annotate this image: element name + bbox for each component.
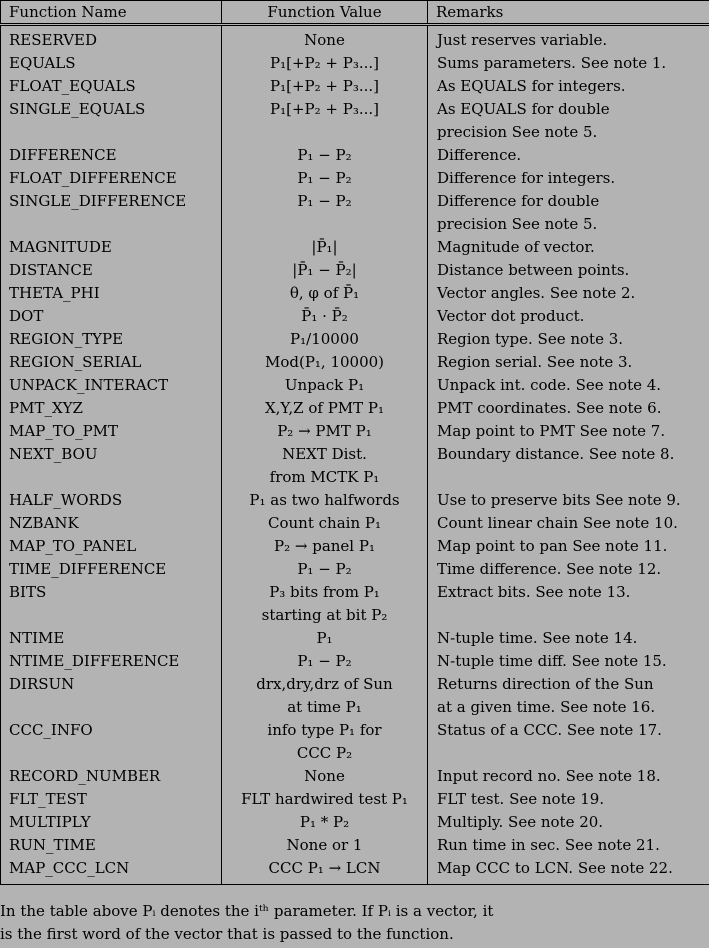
function-value-line: P₁ − P₂ bbox=[297, 169, 352, 187]
function-name-cell: TIME_DIFFERENCE bbox=[1, 558, 222, 581]
function-value-cell bbox=[222, 673, 428, 719]
function-name-cell: UNPACK_INTERACT bbox=[1, 374, 222, 397]
table-row bbox=[1, 305, 709, 328]
function-value-cell bbox=[222, 167, 428, 190]
table-row bbox=[1, 328, 709, 351]
function-value-line: P₂ → PMT P₁ bbox=[277, 422, 372, 440]
remarks-line: N-tuple time diff. See note 15. bbox=[437, 652, 667, 670]
remarks-line: N-tuple time. See note 14. bbox=[437, 629, 638, 647]
table-row bbox=[1, 535, 709, 558]
function-name-cell: REGION_SERIAL bbox=[1, 351, 222, 374]
function-value-line: info type P₁ for bbox=[267, 721, 382, 739]
table-row bbox=[1, 443, 709, 489]
remarks-cell bbox=[428, 305, 709, 328]
function-name-cell: THETA_PHI bbox=[1, 282, 222, 305]
function-value-line: starting at bit P₂ bbox=[261, 606, 388, 624]
remarks-line: Sums parameters. See note 1. bbox=[437, 54, 667, 72]
table-row bbox=[1, 489, 709, 512]
function-value-line: P₂ → panel P₁ bbox=[274, 537, 375, 555]
function-value-cell bbox=[222, 374, 428, 397]
remarks-line: Time difference. See note 12. bbox=[437, 560, 662, 578]
function-value-cell bbox=[222, 25, 428, 53]
function-value-cell bbox=[222, 857, 428, 885]
table-row bbox=[1, 236, 709, 259]
footnote-line-2: is the first word of the vector that is passed to the function. bbox=[0, 925, 454, 943]
function-value-line: P₁ − P₂ bbox=[297, 560, 352, 578]
remarks-line: Extract bits. See note 13. bbox=[437, 583, 631, 601]
remarks-line: precision See note 5. bbox=[437, 215, 598, 233]
table-row bbox=[1, 512, 709, 535]
function-value-line: Count chain P₁ bbox=[268, 514, 381, 532]
function-value-cell bbox=[222, 75, 428, 98]
table-row bbox=[1, 719, 709, 765]
function-name-cell: RECORD_NUMBER bbox=[1, 765, 222, 788]
function-name-cell: SINGLE_EQUALS bbox=[1, 98, 222, 144]
function-value-cell bbox=[222, 581, 428, 627]
function-value-cell bbox=[222, 489, 428, 512]
footnote bbox=[0, 900, 709, 946]
function-value-cell bbox=[222, 834, 428, 857]
function-name-cell: NTIME_DIFFERENCE bbox=[1, 650, 222, 673]
function-value-line: Unpack P₁ bbox=[284, 376, 365, 394]
function-value-cell bbox=[222, 627, 428, 650]
remarks-line: Just reserves variable. bbox=[437, 31, 608, 49]
function-name-cell: CCC_INFO bbox=[1, 719, 222, 765]
remarks-line: Input record no. See note 18. bbox=[437, 767, 661, 785]
function-value-line: X,Y,Z of PMT P₁ bbox=[264, 399, 385, 417]
remarks-cell bbox=[428, 167, 709, 190]
function-value-line: FLT hardwired test P₁ bbox=[241, 790, 408, 808]
function-name-cell: DIRSUN bbox=[1, 673, 222, 719]
function-value-line: Mod(P₁, 10000) bbox=[264, 353, 385, 371]
remarks-line: precision See note 5. bbox=[437, 123, 598, 141]
remarks-cell bbox=[428, 581, 709, 627]
function-name-cell: MULTIPLY bbox=[1, 811, 222, 834]
table-row bbox=[1, 650, 709, 673]
remarks-line: PMT coordinates. See note 6. bbox=[437, 399, 662, 417]
function-value-line: CCC P₁ → LCN bbox=[268, 859, 381, 877]
function-name-cell: NZBANK bbox=[1, 512, 222, 535]
remarks-line: Distance between points. bbox=[437, 261, 630, 279]
function-value-line: None bbox=[304, 31, 345, 49]
function-name-cell: SINGLE_DIFFERENCE bbox=[1, 190, 222, 236]
table-header-row bbox=[1, 1, 709, 25]
function-value-cell bbox=[222, 236, 428, 259]
table-row bbox=[1, 673, 709, 719]
remarks-line: Status of a CCC. See note 17. bbox=[437, 721, 662, 739]
function-value-line: θ, φ of P̄₁ bbox=[289, 284, 360, 302]
function-value-line: P₁ bbox=[316, 629, 333, 647]
remarks-cell bbox=[428, 834, 709, 857]
remarks-line: Map point to PMT See note 7. bbox=[437, 422, 666, 440]
table-body bbox=[1, 25, 709, 885]
function-value-line: None or 1 bbox=[286, 836, 363, 854]
remarks-line: Returns direction of the Sun bbox=[437, 675, 654, 693]
function-value-cell bbox=[222, 259, 428, 282]
remarks-cell bbox=[428, 236, 709, 259]
table-row bbox=[1, 374, 709, 397]
function-name-cell: FLOAT_EQUALS bbox=[1, 75, 222, 98]
table-row bbox=[1, 52, 709, 75]
remarks-line: As EQUALS for integers. bbox=[437, 77, 626, 95]
function-value-line: P₁[+P₂ + P₃...] bbox=[270, 54, 379, 72]
function-value-cell bbox=[222, 190, 428, 236]
remarks-cell bbox=[428, 857, 709, 885]
function-value-line: |P̄₁ − P̄₂| bbox=[292, 261, 357, 279]
function-value-cell bbox=[222, 305, 428, 328]
footnote-line-1: In the table above Pᵢ denotes the iᵗʰ parameter. If Pᵢ is a vector, it bbox=[0, 902, 494, 920]
function-value-line: P₁/10000 bbox=[290, 330, 359, 348]
function-value-cell bbox=[222, 558, 428, 581]
header-function-name: Function Name bbox=[1, 1, 222, 25]
remarks-cell bbox=[428, 397, 709, 420]
function-value-cell bbox=[222, 512, 428, 535]
table-row bbox=[1, 25, 709, 53]
remarks-cell bbox=[428, 788, 709, 811]
remarks-line: Map CCC to LCN. See note 22. bbox=[437, 859, 673, 877]
remarks-cell bbox=[428, 512, 709, 535]
function-name-cell: MAP_TO_PMT bbox=[1, 420, 222, 443]
function-name-cell: REGION_TYPE bbox=[1, 328, 222, 351]
function-value-cell bbox=[222, 52, 428, 75]
remarks-line: Difference. bbox=[437, 146, 522, 164]
remarks-line: FLT test. See note 19. bbox=[437, 790, 605, 808]
function-name-cell: FLOAT_DIFFERENCE bbox=[1, 167, 222, 190]
table-row bbox=[1, 144, 709, 167]
table-row bbox=[1, 190, 709, 236]
function-value-cell bbox=[222, 535, 428, 558]
remarks-cell bbox=[428, 443, 709, 489]
remarks-cell bbox=[428, 75, 709, 98]
remarks-cell bbox=[428, 765, 709, 788]
header-remarks: Remarks bbox=[428, 1, 709, 25]
remarks-cell bbox=[428, 811, 709, 834]
remarks-cell bbox=[428, 52, 709, 75]
function-value-cell bbox=[222, 144, 428, 167]
function-value-line: None bbox=[304, 767, 345, 785]
function-name-cell: FLT_TEST bbox=[1, 788, 222, 811]
function-name-cell: DOT bbox=[1, 305, 222, 328]
remarks-line: Magnitude of vector. bbox=[437, 238, 595, 256]
function-value-line: at time P₁ bbox=[287, 698, 362, 716]
table-row bbox=[1, 581, 709, 627]
function-name-cell: NTIME bbox=[1, 627, 222, 650]
function-value-cell bbox=[222, 351, 428, 374]
function-name-cell: DISTANCE bbox=[1, 259, 222, 282]
remarks-line: As EQUALS for double bbox=[437, 100, 610, 118]
table-row bbox=[1, 98, 709, 144]
function-value-cell bbox=[222, 719, 428, 765]
function-name-cell: RUN_TIME bbox=[1, 834, 222, 857]
function-value-cell bbox=[222, 420, 428, 443]
remarks-cell bbox=[428, 98, 709, 144]
function-value-cell bbox=[222, 397, 428, 420]
remarks-cell bbox=[428, 719, 709, 765]
table-row bbox=[1, 420, 709, 443]
function-name-cell: MAP_TO_PANEL bbox=[1, 535, 222, 558]
table-row bbox=[1, 167, 709, 190]
function-name-cell: DIFFERENCE bbox=[1, 144, 222, 167]
function-value-cell bbox=[222, 328, 428, 351]
remarks-cell bbox=[428, 282, 709, 305]
table-row bbox=[1, 765, 709, 788]
remarks-cell bbox=[428, 374, 709, 397]
function-value-line: NEXT Dist. bbox=[282, 445, 367, 463]
remarks-line: Vector dot product. bbox=[437, 307, 585, 325]
function-value-line: P₁[+P₂ + P₃...] bbox=[270, 100, 379, 118]
function-name-cell: PMT_XYZ bbox=[1, 397, 222, 420]
function-value-line: P₁ − P₂ bbox=[297, 146, 352, 164]
table-row bbox=[1, 788, 709, 811]
function-value-line: P₁ * P₂ bbox=[299, 813, 350, 831]
remarks-line: Run time in sec. See note 21. bbox=[437, 836, 660, 854]
function-name-cell: EQUALS bbox=[1, 52, 222, 75]
table-row bbox=[1, 834, 709, 857]
function-value-cell bbox=[222, 98, 428, 144]
remarks-line: Use to preserve bits See note 9. bbox=[437, 491, 681, 509]
function-value-line: P₁ − P₂ bbox=[297, 192, 352, 210]
remarks-line: Boundary distance. See note 8. bbox=[437, 445, 675, 463]
remarks-line: Region serial. See note 3. bbox=[437, 353, 633, 371]
function-name-cell: MAGNITUDE bbox=[1, 236, 222, 259]
header-function-value: Function Value bbox=[222, 1, 428, 25]
function-value-cell bbox=[222, 788, 428, 811]
remarks-cell bbox=[428, 558, 709, 581]
function-value-cell bbox=[222, 765, 428, 788]
remarks-line: Count linear chain See note 10. bbox=[437, 514, 678, 532]
remarks-line: Map point to pan See note 11. bbox=[437, 537, 668, 555]
remarks-cell bbox=[428, 420, 709, 443]
table-row bbox=[1, 558, 709, 581]
remarks-cell bbox=[428, 144, 709, 167]
remarks-line: Difference for integers. bbox=[437, 169, 616, 187]
table-row bbox=[1, 282, 709, 305]
remarks-cell bbox=[428, 328, 709, 351]
remarks-cell bbox=[428, 351, 709, 374]
function-value-cell bbox=[222, 443, 428, 489]
table-row bbox=[1, 397, 709, 420]
function-value-line: drx,dry,drz of Sun bbox=[256, 675, 393, 693]
remarks-line: Unpack int. code. See note 4. bbox=[437, 376, 662, 394]
function-value-cell bbox=[222, 811, 428, 834]
table-row bbox=[1, 857, 709, 885]
function-value-cell bbox=[222, 282, 428, 305]
function-value-line: P₁[+P₂ + P₃...] bbox=[270, 77, 379, 95]
remarks-cell bbox=[428, 25, 709, 53]
function-value-line: P₁ as two halfwords bbox=[249, 491, 400, 509]
remarks-cell bbox=[428, 535, 709, 558]
remarks-cell bbox=[428, 190, 709, 236]
remarks-line: Region type. See note 3. bbox=[437, 330, 624, 348]
function-value-line: P₁ − P₂ bbox=[297, 652, 352, 670]
table-row bbox=[1, 351, 709, 374]
function-name-cell: MAP_CCC_LCN bbox=[1, 857, 222, 885]
table-row bbox=[1, 75, 709, 98]
remarks-cell bbox=[428, 673, 709, 719]
function-value-line: |P̄₁| bbox=[311, 238, 338, 256]
remarks-cell bbox=[428, 489, 709, 512]
function-value-line: P̄₁ · P̄₂ bbox=[301, 307, 348, 325]
remarks-cell bbox=[428, 650, 709, 673]
function-name-cell: NEXT_BOU bbox=[1, 443, 222, 489]
remarks-line: Difference for double bbox=[437, 192, 600, 210]
remarks-cell bbox=[428, 627, 709, 650]
function-value-cell bbox=[222, 650, 428, 673]
remarks-cell bbox=[428, 259, 709, 282]
table-row bbox=[1, 259, 709, 282]
remarks-line: Vector angles. See note 2. bbox=[437, 284, 636, 302]
remarks-line: at a given time. See note 16. bbox=[437, 698, 656, 716]
remarks-line: Multiply. See note 20. bbox=[437, 813, 604, 831]
function-value-line: CCC P₂ bbox=[296, 744, 353, 762]
function-value-line: P₃ bits from P₁ bbox=[269, 583, 380, 601]
function-name-cell: HALF_WORDS bbox=[1, 489, 222, 512]
function-name-cell: BITS bbox=[1, 581, 222, 627]
function-value-line: from MCTK P₁ bbox=[269, 468, 380, 486]
function-name-cell: RESERVED bbox=[1, 25, 222, 53]
table-row bbox=[1, 811, 709, 834]
table-row bbox=[1, 627, 709, 650]
